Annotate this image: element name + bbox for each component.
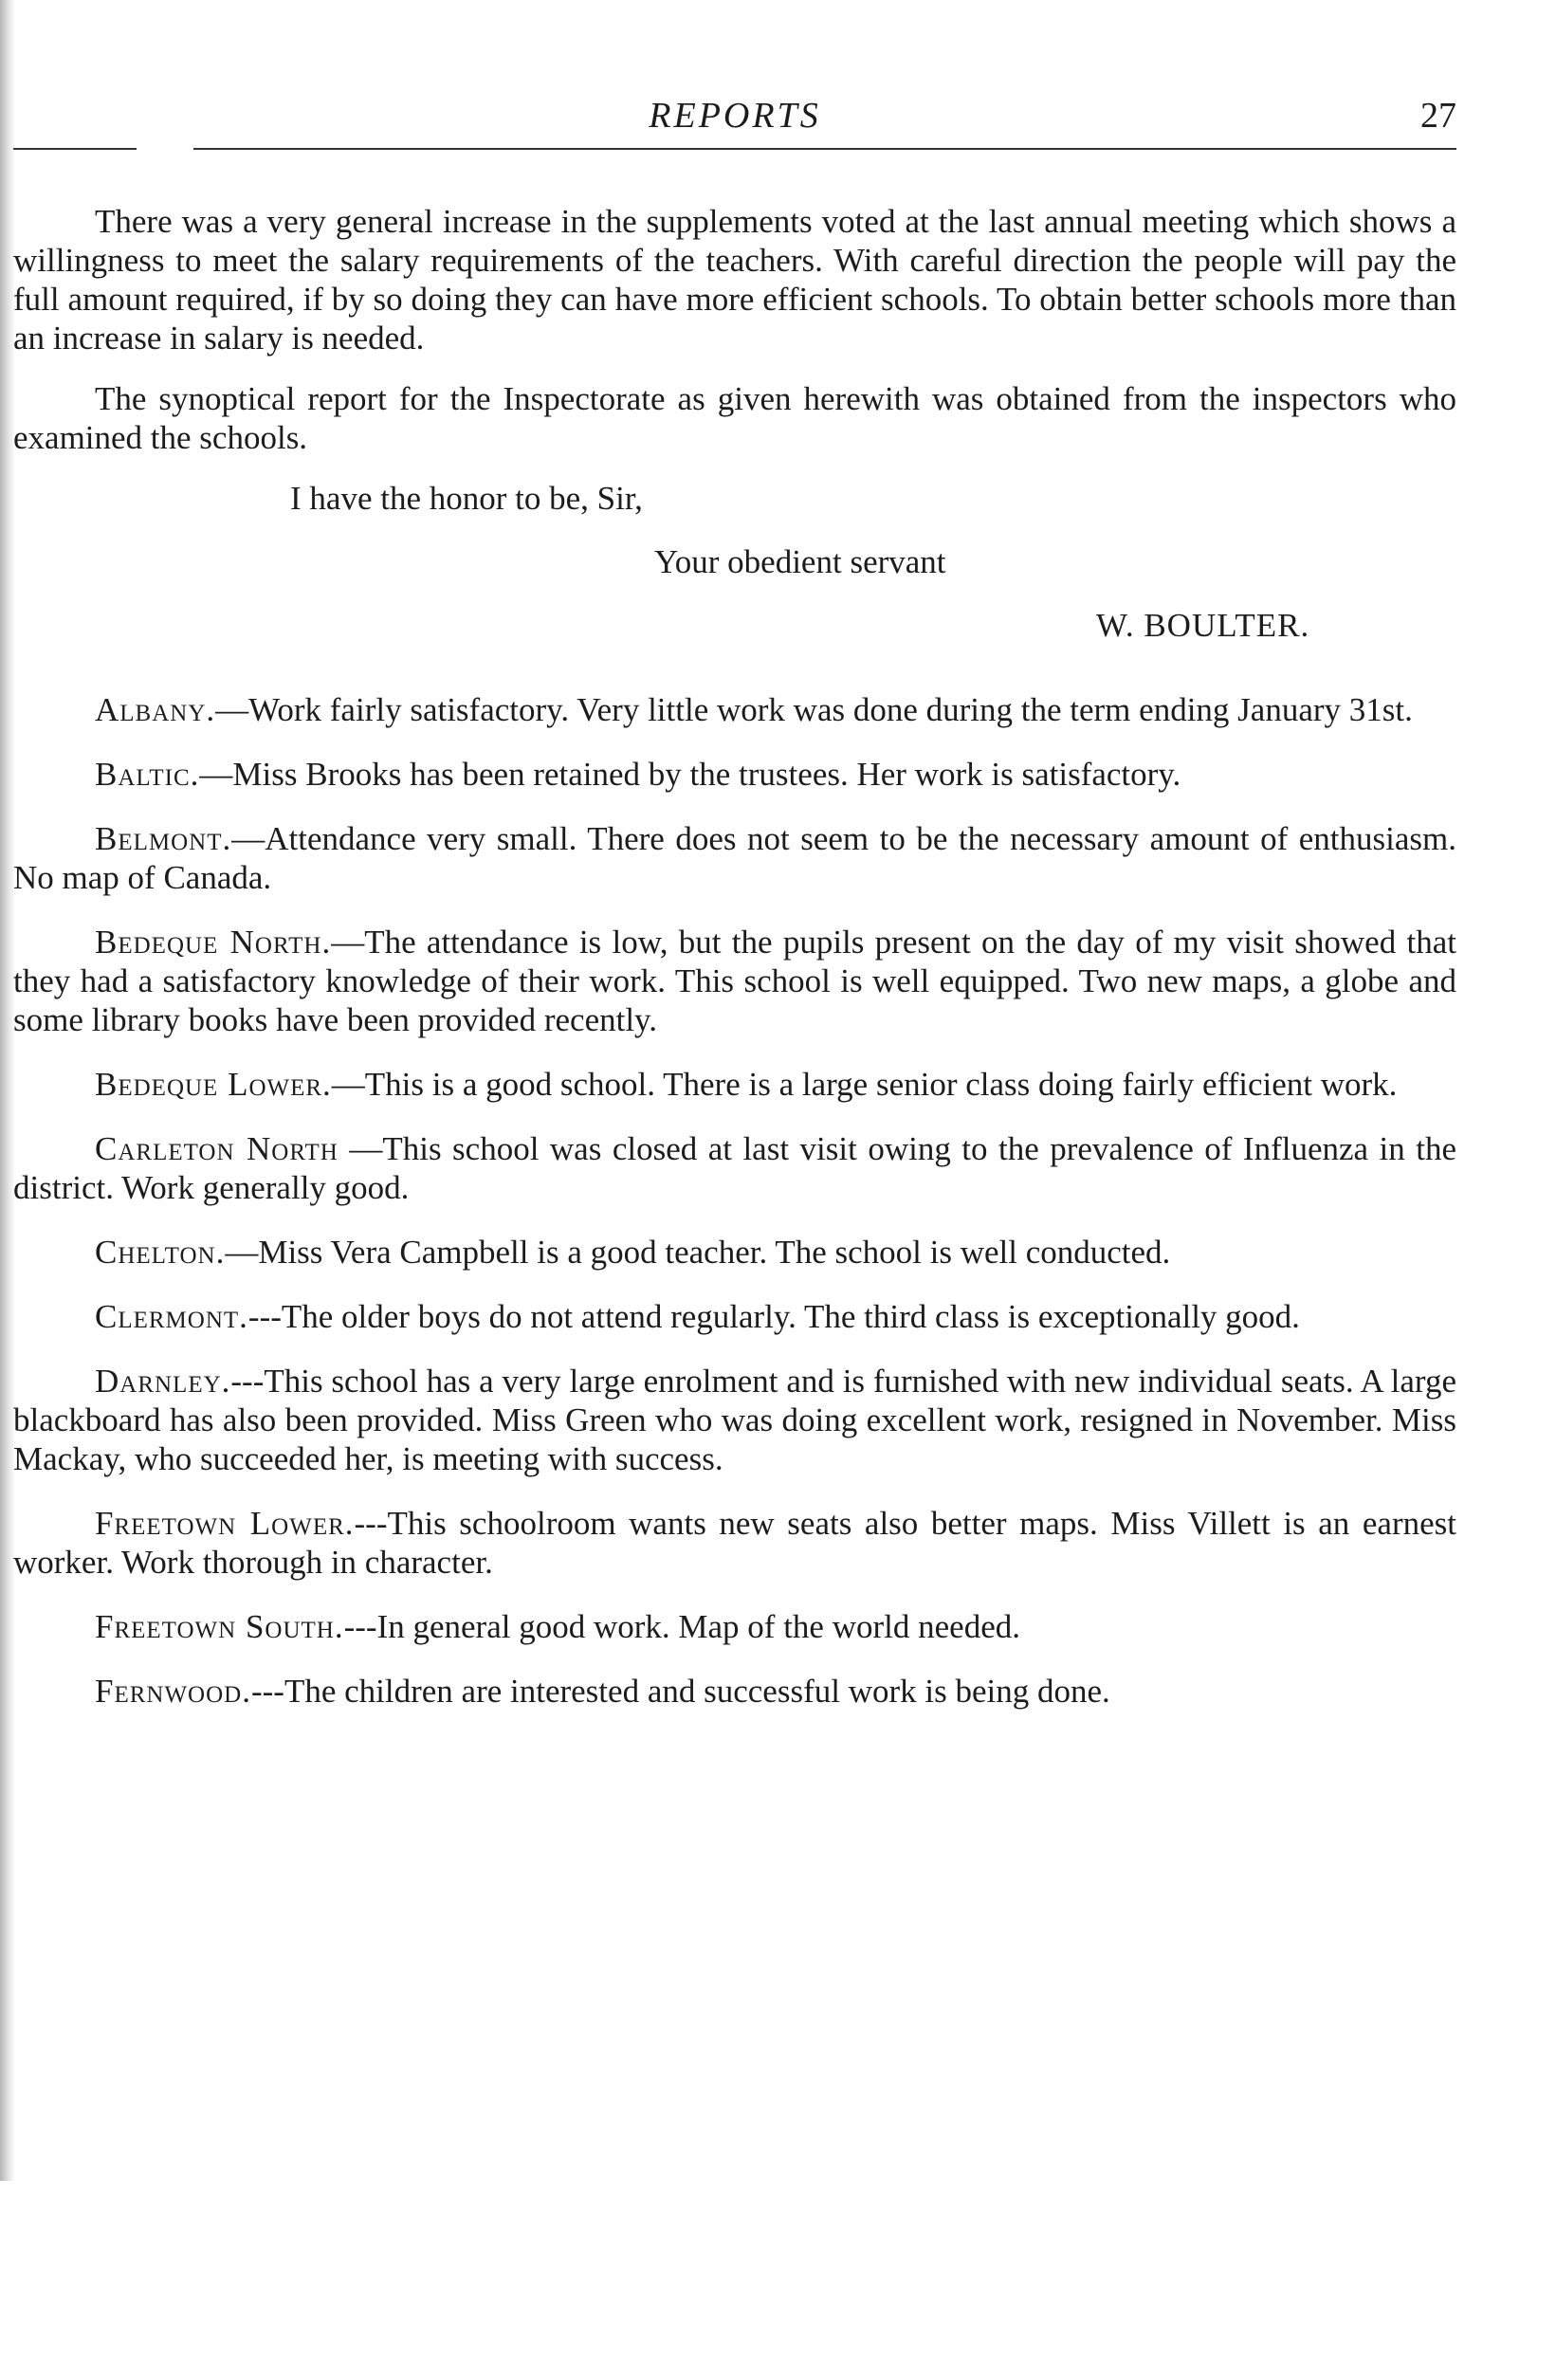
school-name: Fernwood. xyxy=(95,1673,251,1710)
school-name: Bedeque North. xyxy=(95,924,332,961)
school-name: Darnley. xyxy=(95,1363,231,1400)
school-entry xyxy=(13,1297,1456,1336)
header-rule-gap xyxy=(137,146,193,152)
page-number: 27 xyxy=(1420,96,1456,136)
school-report: ---The older boys do not attend regularly. The third class is exceptionally good. xyxy=(247,1298,1300,1335)
school-name: Bedeque Lower. xyxy=(95,1066,332,1103)
salutation: I have the honor to be, Sir, xyxy=(290,480,643,517)
page-header xyxy=(13,95,1456,156)
header-rule xyxy=(13,148,1456,150)
school-entry xyxy=(13,1065,1456,1104)
school-entry xyxy=(13,1607,1456,1646)
school-name: Freetown Lower. xyxy=(95,1505,355,1542)
closing: Your obedient servant xyxy=(654,543,946,580)
signature: W. BOULTER. xyxy=(1096,607,1310,644)
school-report: ---In general good work. Map of the world needed. xyxy=(343,1608,1020,1645)
school-report: —The attendance is low, but the pupils present on the day of my visit showed that they had a satisfactory knowledge of their work. This school is well equipped. Two new maps, a globe and some library books have been provided recently. xyxy=(13,924,1456,1038)
school-report: —This school was closed at last visit owing to the prevalence of Influenza in the district. Work generally good. xyxy=(13,1130,1456,1206)
school-name: Clermont. xyxy=(95,1298,248,1335)
letter-paragraph: There was a very general increase in the supplements voted at the last annual meeting which shows a willingness to meet the salary requirements of the teachers. With careful direction the people will pay the full amount required, if by so doing they can have more efficient schools. To obtain better schools more than an increase in salary is needed. xyxy=(13,203,1456,357)
school-report: —Miss Vera Campbell is a good teacher. The school is well conducted. xyxy=(225,1234,1171,1271)
school-entry xyxy=(13,1504,1456,1582)
school-entry xyxy=(13,755,1456,794)
school-name: Freetown South. xyxy=(95,1608,344,1645)
school-entry xyxy=(13,690,1456,729)
school-report: —Miss Brooks has been retained by the trustees. Her work is satisfactory. xyxy=(199,756,1181,793)
school-report: —This is a good school. There is a large senior class doing fairly efficient work. xyxy=(331,1066,1398,1103)
running-head: REPORTS xyxy=(649,96,821,136)
school-name: Belmont. xyxy=(95,820,232,857)
school-entry xyxy=(13,819,1456,897)
school-name: Baltic. xyxy=(95,756,200,793)
school-entry xyxy=(13,1672,1456,1711)
school-entry xyxy=(13,1233,1456,1272)
school-entry xyxy=(13,1129,1456,1207)
school-report: —Work fairly satisfactory. Very little work was done during the term ending January 31st. xyxy=(215,691,1413,728)
school-report: ---This school has a very large enrolment and is furnished with new individual seats. A large blackboard has also been provided. Miss Green who was doing excellent work, resigned in November. Miss Mackay, who succeeded her, is meeting with success. xyxy=(13,1363,1456,1477)
page-body xyxy=(13,202,1456,1736)
school-name: Chelton. xyxy=(95,1234,226,1271)
school-name: Carleton North xyxy=(95,1130,339,1167)
school-report: ---This schoolroom wants new seats also better maps. Miss Villett is an earnest worker. Work thorough in character. xyxy=(13,1505,1456,1581)
school-name: Albany. xyxy=(95,691,216,728)
school-entry xyxy=(13,923,1456,1039)
school-report: ---The children are interested and successful work is being done. xyxy=(250,1673,1110,1710)
school-entry xyxy=(13,1362,1456,1478)
letter-paragraph: The synoptical report for the Inspectorate as given herewith was obtained from the inspectors who examined the schools. xyxy=(13,380,1456,456)
school-report: —Attendance very small. There does not seem to be the necessary amount of enthusiasm. No map of Canada. xyxy=(13,820,1456,896)
